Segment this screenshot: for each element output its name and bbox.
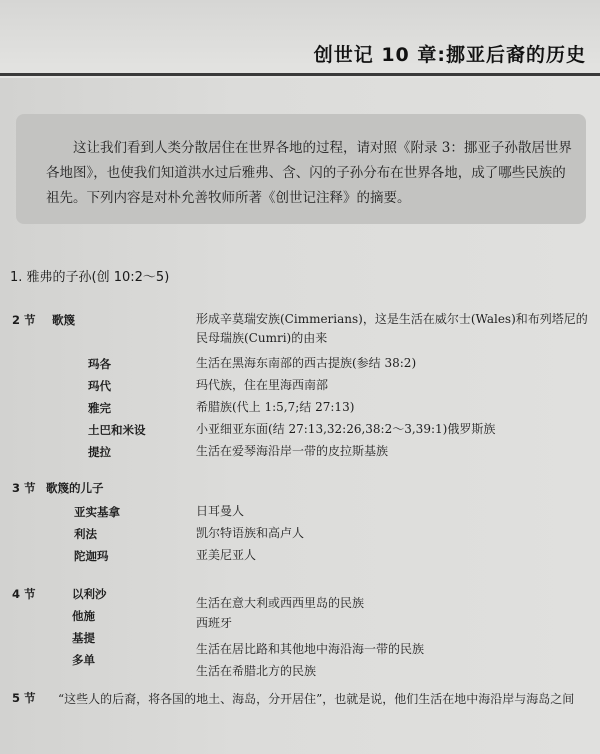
entry-desc: 玛代族，住在里海西南部 — [196, 378, 329, 392]
entry-desc: 小亚细亚东面(结 27:13,32:26,38:2～3,39:1)俄罗斯族 — [196, 422, 496, 436]
entry-name: 雅完 — [88, 401, 111, 415]
verse-label-4: 4 节 — [12, 587, 36, 601]
entry-desc-gomer: 形成辛莫瑞安族(Cimmerians)，这是生活在威尔士(Wales)和布列塔尼的民母瑞族(Cumri)的由来 — [196, 312, 588, 345]
entry-desc: 亚美尼亚人 — [196, 548, 257, 562]
chapter-title: 创世记 10 章:挪亚后裔的历史 — [313, 44, 586, 66]
section-heading: 1. 雅弗的子孙(创 10:2～5) — [10, 270, 170, 285]
entry-name-gomer: 歌篾 — [52, 313, 75, 327]
verse-5-text: “这些人的后裔，将各国的地土、海岛，分开居住”，也就是说，他们生活在地中海沿岸与海岛之间 — [58, 692, 575, 706]
entry-name: 陀迦玛 — [74, 549, 109, 563]
entry-desc: 日耳曼人 — [196, 504, 245, 518]
verse-label-3: 3 节 — [12, 481, 36, 495]
entry-name: 亚实基拿 — [74, 505, 120, 519]
entry-desc: 生活在黑海东南部的西古提族(参结 38:2) — [196, 356, 417, 370]
entry-name: 多单 — [72, 653, 95, 667]
intro-paragraph: 这让我们看到人类分散居住在世界各地的过程，请对照《附录 3：挪亚子孙散居世界各地图》，也使我们知道洪水过后雅弗、含、闪的子孙分布在世界各地，成了哪些民族的祖先。下列内容是对朴允善牧师所著《创世记注释》的摘要。 — [46, 140, 572, 206]
entry-desc: 生活在意大利或西西里岛的民族 — [196, 596, 365, 610]
entry-name-gomer-sons: 歌篾的儿子 — [46, 481, 104, 495]
title-rule — [0, 73, 600, 76]
entry-desc: 生活在居比路和其他地中海沿海一带的民族 — [196, 642, 425, 656]
entry-name: 他施 — [72, 609, 95, 623]
entry-desc: 生活在希腊北方的民族 — [196, 664, 317, 678]
verse-label-2: 2 节 — [12, 313, 36, 327]
entry-name: 提拉 — [88, 445, 111, 459]
entry-name: 土巴和米设 — [88, 423, 146, 437]
verse-label-5: 5 节 — [12, 691, 36, 705]
entry-desc: 生活在爱琴海沿岸一带的皮拉斯基族 — [196, 444, 389, 458]
entry-name: 玛各 — [88, 357, 111, 371]
entry-name: 玛代 — [88, 379, 111, 393]
entry-desc: 凯尔特语族和高卢人 — [196, 526, 305, 540]
entry-name: 利法 — [74, 527, 97, 541]
entry-name: 以利沙 — [72, 587, 107, 601]
entry-name: 基提 — [72, 631, 95, 645]
entry-desc: 希腊族(代上 1:5,7;结 27:13) — [196, 400, 355, 414]
entry-desc: 西班牙 — [196, 616, 233, 630]
